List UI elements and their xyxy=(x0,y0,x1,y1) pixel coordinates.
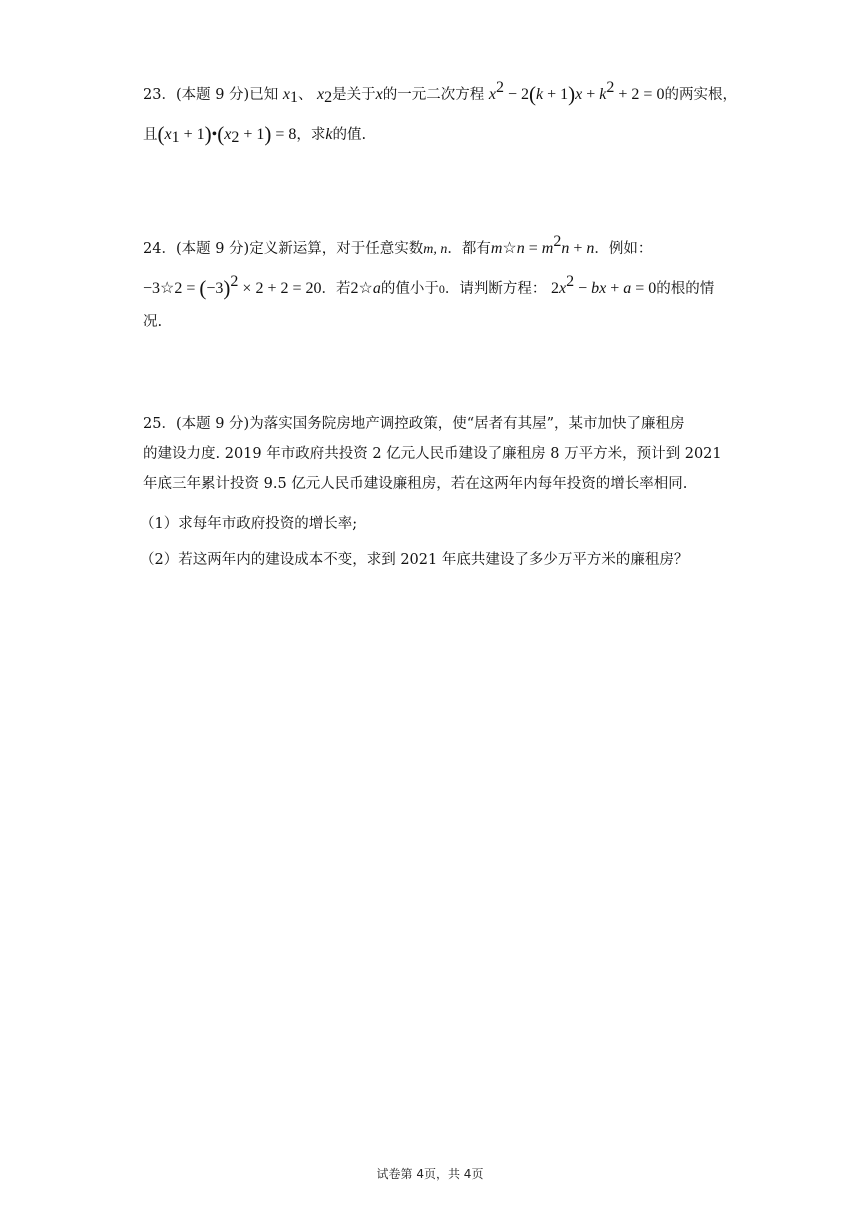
q24-score: (本题 9 分) xyxy=(175,241,250,257)
q24-vars: m, n xyxy=(423,242,448,257)
q23-text-a: 已知 xyxy=(249,87,279,103)
q23-equation: x2 − 2(k + 1)x + k2 + 2 = 0 xyxy=(488,79,665,106)
q24-text-b: ．都有 xyxy=(447,241,491,257)
q23-x2: x2 xyxy=(317,86,333,106)
q24-cond-expr: 2☆a xyxy=(350,280,381,297)
q24-definition: m☆n = m2n + n xyxy=(490,233,595,257)
q23-text-d: 的两实根， xyxy=(664,87,737,103)
q24-text-a: 定义新运算，对于任意实数 xyxy=(249,241,424,257)
q23-suffix-a: ，求 xyxy=(296,127,326,143)
q23-var-k: k xyxy=(325,126,333,143)
q23-number: 23． xyxy=(143,87,176,103)
q24-equation: 2x2 − bx + a = 0 xyxy=(550,273,657,297)
q25-part-2: （2）若这两年内的建设成本不变，求到 2021 年底共建设了多少万平方米的廉租房？ xyxy=(140,552,689,568)
q23-suffix-b: 的值. xyxy=(332,127,367,143)
q23-separator: 、 xyxy=(297,87,313,103)
q25-line-2: 的建设力度. 2019 年市政府共投资 2 亿元人民币建设了廉租房 8 万平方米，预计到 2021 xyxy=(143,446,722,462)
q24-text-e: 的值小于 xyxy=(380,281,439,297)
q24-line-3 xyxy=(143,312,162,332)
q23-line-1 xyxy=(143,78,737,108)
q24-text-d: ．若 xyxy=(321,281,351,297)
q23-score: (本题 9 分) xyxy=(175,87,250,103)
q24-text-h: 况. xyxy=(143,314,163,330)
q24-text-c: ．例如： xyxy=(594,241,653,257)
q23-line2-prefix: 且 xyxy=(143,127,158,143)
q24-text-f: ．请判断方程： xyxy=(444,281,547,297)
page-footer: 试卷第 4页，共 4页 xyxy=(376,1167,484,1181)
q23-line-2 xyxy=(143,124,366,148)
q24-line-2 xyxy=(143,272,714,299)
q23-text-c: 的一元二次方程 xyxy=(382,87,485,103)
q24-zero: 0 xyxy=(438,282,445,296)
q24-text-g: 的根的情 xyxy=(656,281,715,297)
q24-number: 24． xyxy=(143,241,176,257)
q23-text-b: 是关于 xyxy=(332,87,376,103)
q24-line-1 xyxy=(143,232,652,260)
q23-var-x: x xyxy=(375,86,383,103)
q25-line-3: 年底三年累计投资 9.5 亿元人民币建设廉租房，若在这两年内每年投资的增长率相同. xyxy=(143,476,688,492)
q24-example: −3☆2 = (−3)2 × 2 + 2 = 20 xyxy=(143,273,322,300)
q25-line-1: 25．(本题 9 分)为落实国务院房地产调控政策，使“居者有其屋”，某市加快了廉租房 xyxy=(143,416,685,432)
q25-part-1: （1）求每年市政府投资的增长率; xyxy=(140,516,358,532)
q23-x1: x1 xyxy=(282,86,298,106)
q23-condition: (x1 + 1)•(x2 + 1) = 8 xyxy=(157,122,297,146)
